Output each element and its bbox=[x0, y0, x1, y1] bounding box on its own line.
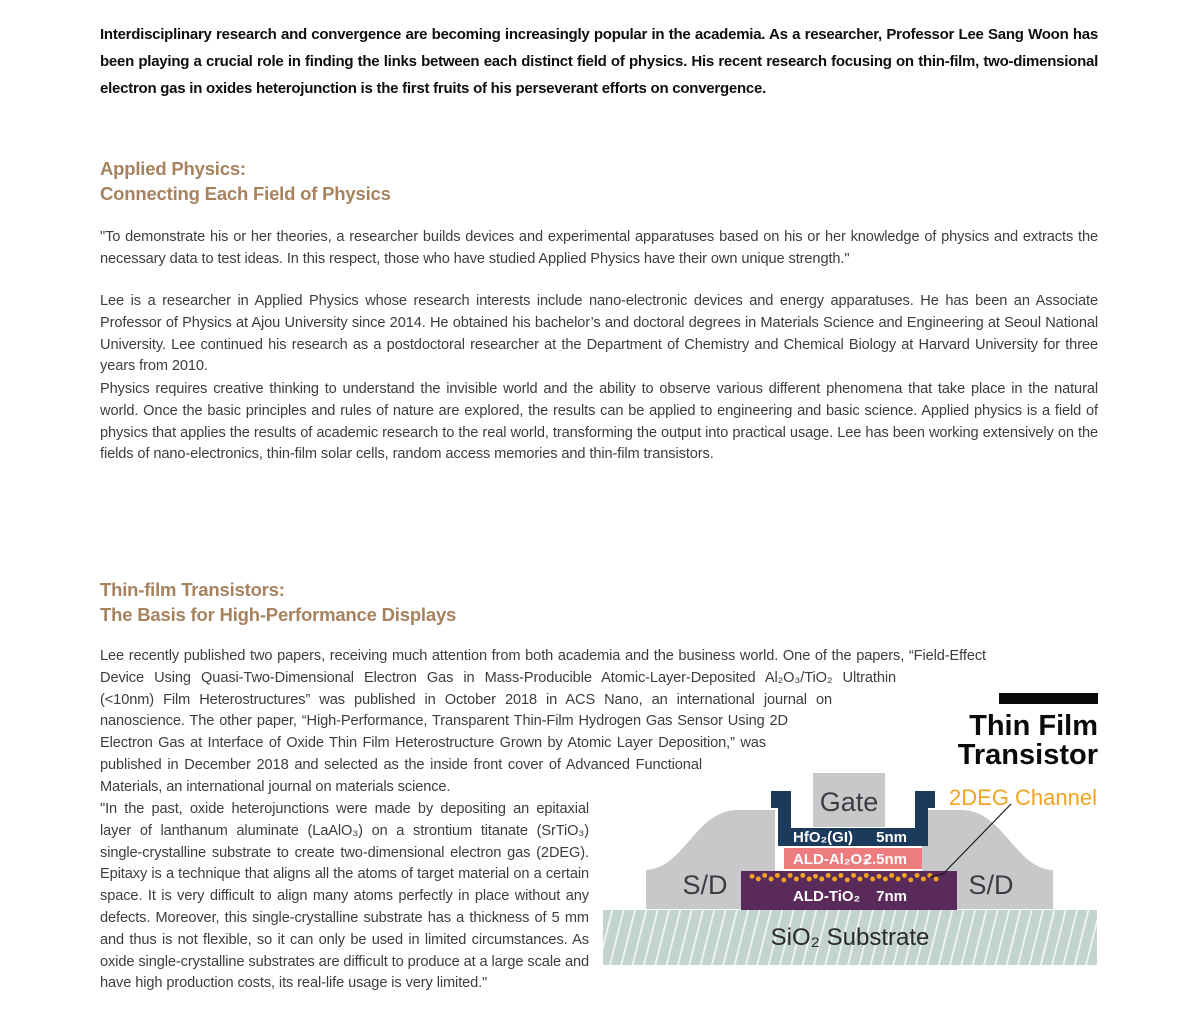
figure-title-bar bbox=[999, 693, 1098, 704]
substrate-label: SiO₂ Substrate bbox=[770, 924, 930, 951]
figure-title-line1: Thin Film bbox=[969, 710, 1098, 742]
section2-paragraph2: "In the past, oxide heterojunctions were made by depositing an epitaxial layer of lanthanum aluminate (LaAlO₃) on a strontium titanate (SrTiO₃) single-crystalline substrate to create two-dimensional electron gas (2DEG). Epitaxy is a technique that aligns all the atoms of target material on a certain space. It is very difficult to align many atoms perfectly in place without any defects. Moreover, this single-crystalline substrate has a thickness of 5 mm and thus is not flexible, so it can only be used in limited circumstances. As oxide single-crystalline substrates are difficult to produce at a large scale and have high production costs, its real-life usage is very limited." bbox=[100, 801, 589, 992]
section1-paragraph2: Physics requires creative thinking to understand the invisible world and the ability to observe various different phenomena that take place in the natural world. Once the basic principles and rules of nature are explored, the results can be applied to engineering and basic science. Applied physics is a field of physics that applies the results of academic research to the real world, transforming the output into practical usage. Lee has been working extensively on the fields of nano-electronics, thin-film solar cells, random access memories and thin-film transistors. bbox=[100, 381, 1098, 463]
tio2-layer-thickness: 7nm bbox=[876, 888, 907, 905]
section1-paragraph1: Lee is a researcher in Applied Physics whose research interests include nano-electronic devices and energy apparatuses. He has been an Associate Professor of Physics at Ajou University since 2014. He obtained his bachelor’s and doctoral degrees in Materials Science and Engineering at Seoul National University. Lee continued his research as a postdoctoral researcher at the Department of Chemistry and Chemical Biology at Harvard University for three years from 2010. bbox=[100, 293, 1098, 375]
gate-label: Gate bbox=[819, 787, 879, 817]
section2-heading-line1: Thin-film Transistors: bbox=[100, 579, 285, 600]
intro-paragraph: Interdisciplinary research and convergence are becoming increasingly popular in the academia. As a researcher, Professor Lee Sang Woon has been playing a crucial role in finding the links between each distinct field of physics. His recent research focusing on thin-film, two-dimensional electron gas in oxides heterojunction is the first fruits of his perseverant efforts on convergence. bbox=[100, 26, 1098, 97]
section2-heading-line2: The Basis for High-Performance Displays bbox=[100, 604, 457, 625]
section1-heading bbox=[100, 156, 391, 206]
section2-paragraph1-text: Lee recently published two papers, receiving much attention from both academia and the business world. One of the papers, “Field-Effect Device Using Quasi-Two-Dimensional Electron Gas in Mass-Producible Atomic-Layer-Deposited Al₂O₃/TiO₂ Ultrathin (<10nm) Film Heterostructures” was published in October 2018 in ACS Nano, an international journal on nanoscience. The other paper, “High-Performance, Transparent Thin-Film Hydrogen Gas Sensor Using 2D Electron Gas at Interface of Oxide Thin Film Heterostructure Grown by Atomic Layer Deposition,” was published in December 2018 and selected as the inside front cover of Advanced Functional Materials, an international journal on materials science. bbox=[100, 648, 986, 795]
al2o3-layer-name: ALD-Al₂O₃ bbox=[793, 851, 870, 868]
figure-wrap-spacer bbox=[986, 646, 1098, 668]
source-drain-left-label: S/D bbox=[682, 870, 728, 900]
section1-heading-line2: Connecting Each Field of Physics bbox=[100, 183, 391, 204]
section2-heading bbox=[100, 577, 456, 627]
tio2-layer-name: ALD-TiO₂ bbox=[793, 888, 861, 905]
al2o3-layer-thickness: 2.5nm bbox=[863, 851, 907, 868]
hfo2-layer-thickness: 5nm bbox=[876, 829, 907, 846]
channel-label: 2DEG Channel bbox=[949, 785, 1097, 810]
section1-quote: "To demonstrate his or her theories, a researcher builds devices and experimental apparatuses based on his or her knowledge of physics and extracts the necessary data to test ideas. In this respect, those who have studied Applied Physics have their own unique strength." bbox=[100, 229, 1098, 267]
hfo2-layer-name: HfO₂(GI) bbox=[793, 829, 853, 846]
source-drain-right-label: S/D bbox=[968, 870, 1014, 900]
figure-title-line2: Transistor bbox=[957, 739, 1098, 771]
tft-diagram bbox=[600, 683, 1100, 975]
section1-heading-line1: Applied Physics: bbox=[100, 158, 246, 179]
